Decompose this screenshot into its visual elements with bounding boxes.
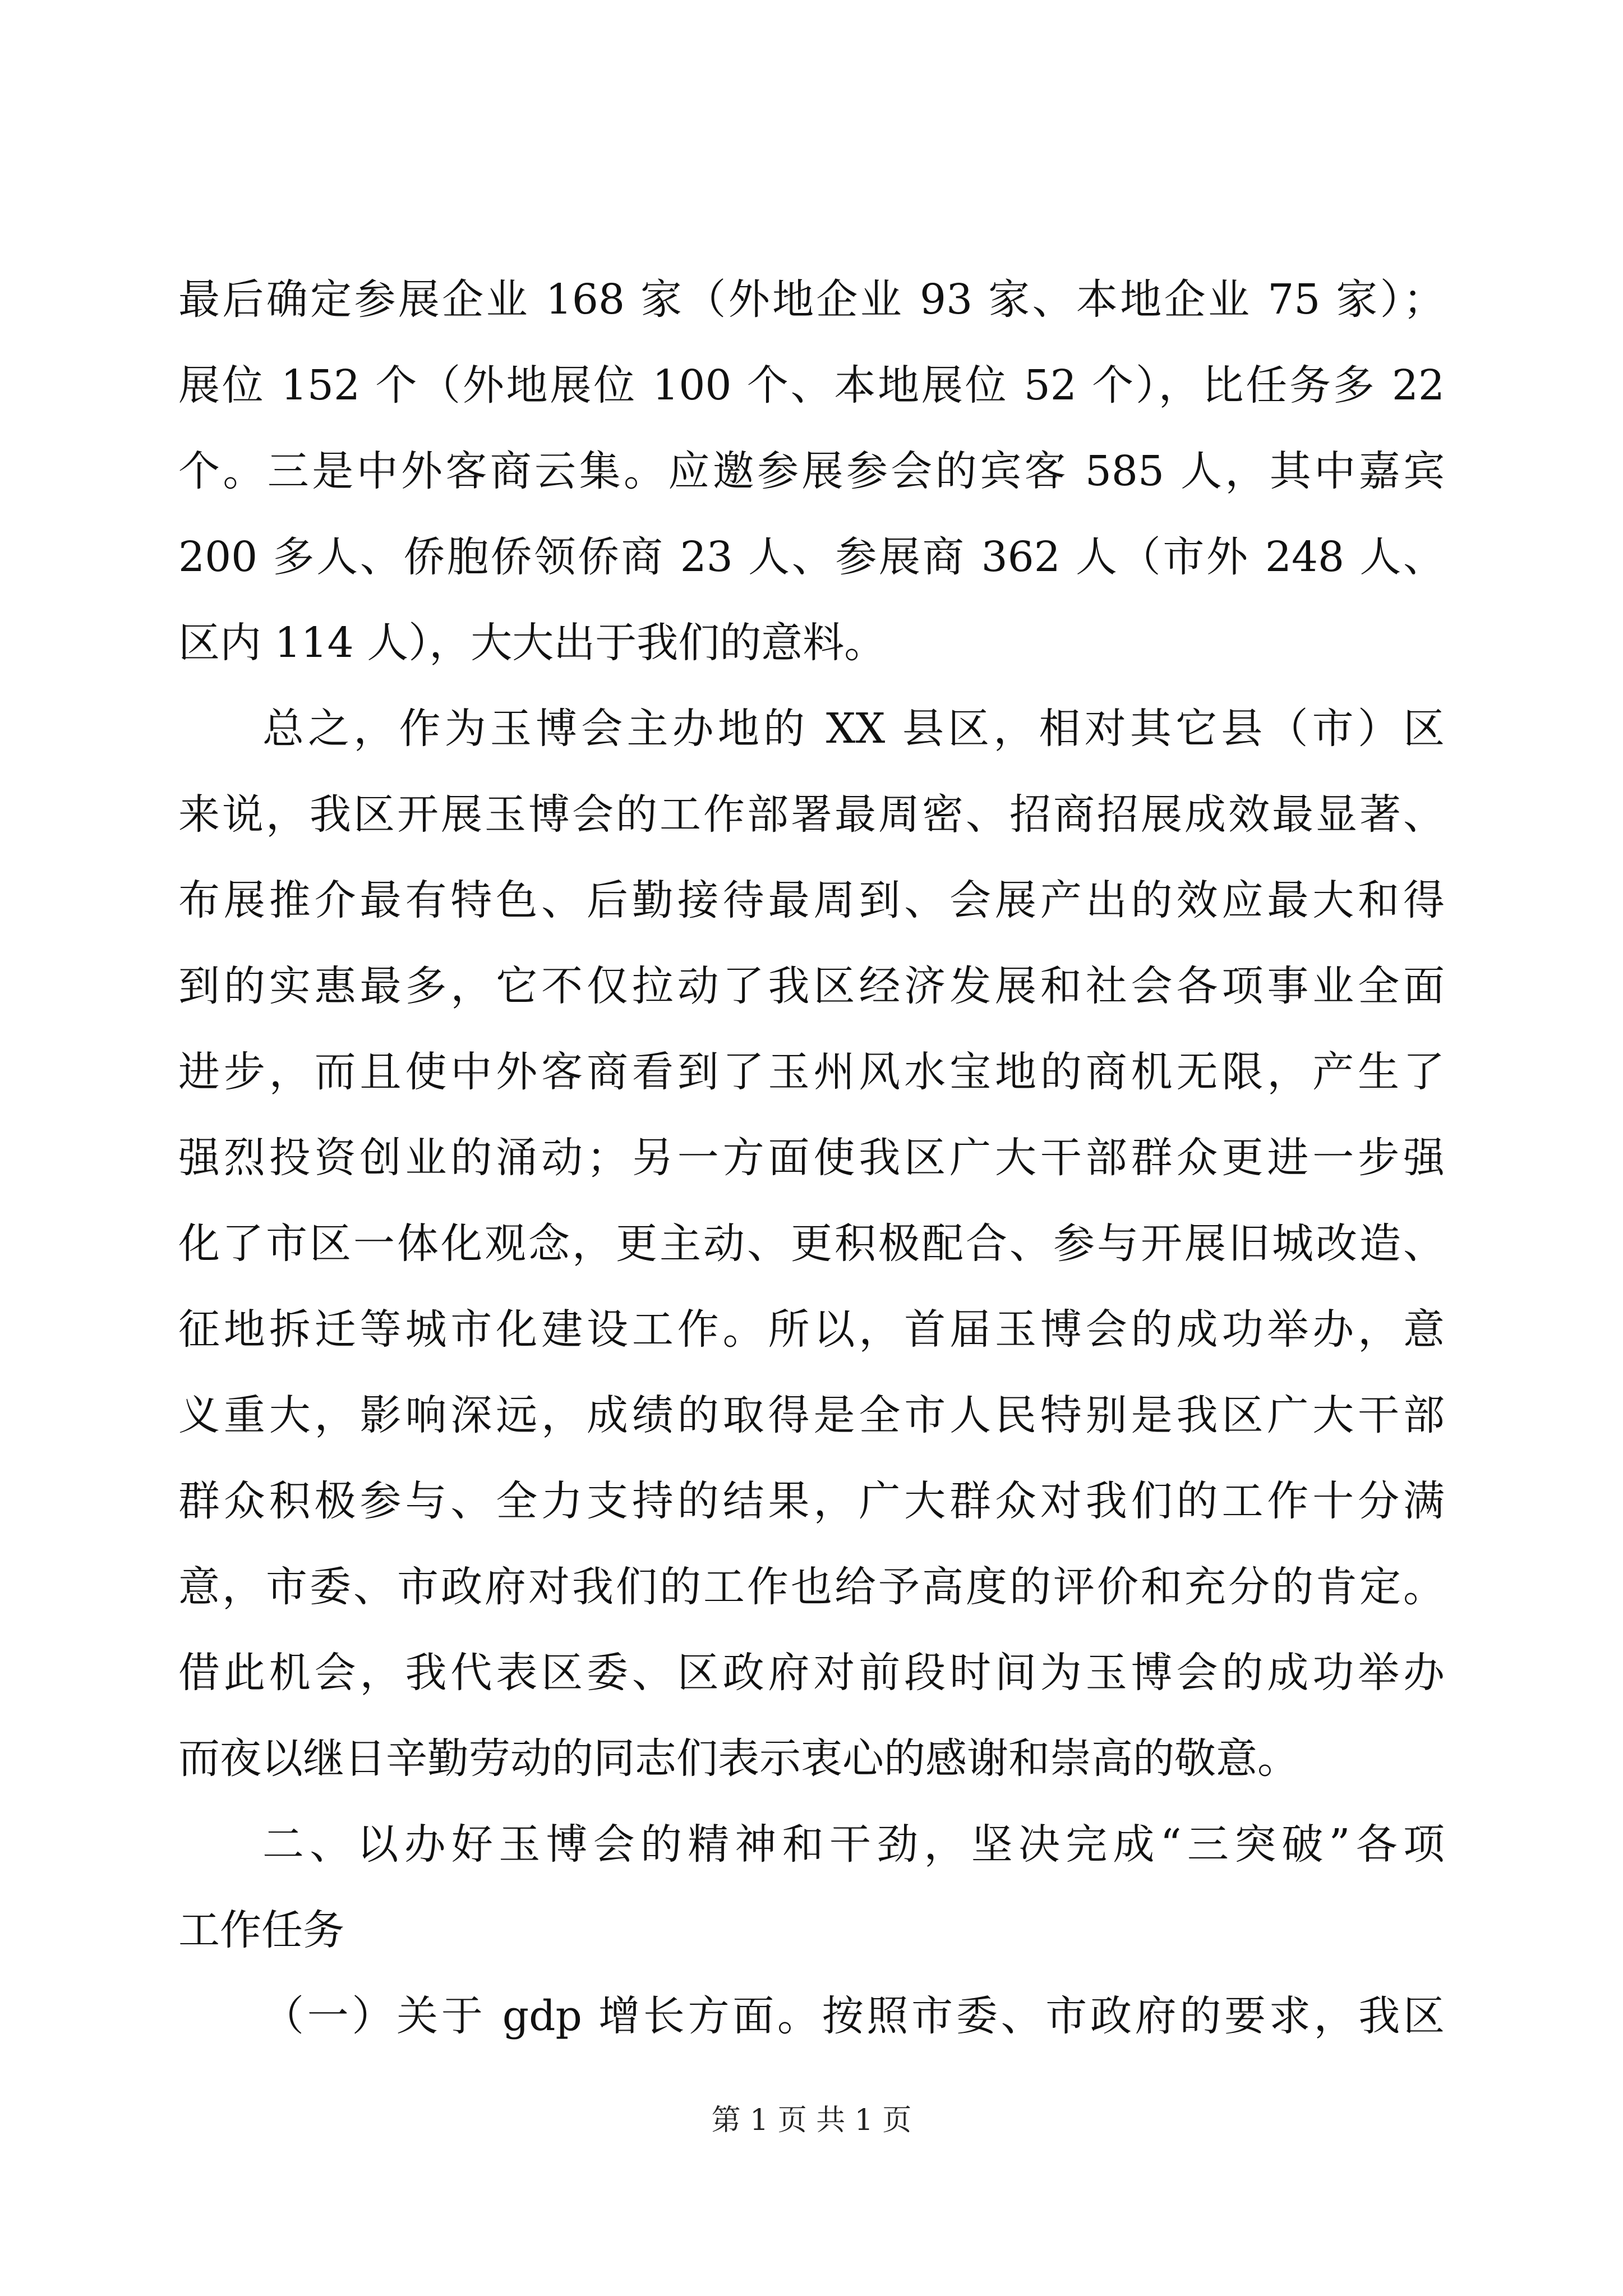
text-line: 区内 114 人），大大出于我们的意料。 [178, 619, 886, 667]
text-line: 到的实惠最多，它不仅拉动了我区经济发展和社会各项事业全面 [178, 962, 1445, 1010]
text-line: 进步，而且使中外客商看到了玉州风水宝地的商机无限，产生了 [178, 1048, 1445, 1096]
text-line: 展位 152 个（外地展位 100 个、本地展位 52 个），比任务多 22 [178, 361, 1445, 409]
subsection-heading-line: （一）关于 gdp 增长方面。按照市委、市政府的要求，我区 [262, 1992, 1445, 2040]
text-line: 布展推介最有特色、后勤接待最周到、会展产出的效应最大和得 [178, 876, 1445, 924]
text-line: 个。三是中外客商云集。应邀参展参会的宾客 585 人，其中嘉宾 [178, 447, 1445, 495]
section-heading-line: 二、以办好玉博会的精神和干劲，坚决完成“三突破”各项 [262, 1820, 1445, 1869]
document-body [178, 257, 1445, 2059]
text-line: 意，市委、市政府对我们的工作也给予高度的评价和充分的肯定。 [178, 1563, 1445, 1611]
paragraph-first-line: 总之，作为玉博会主办地的 XX 县区，相对其它县（市）区 [262, 705, 1445, 753]
text-line: 群众积极参与、全力支持的结果，广大群众对我们的工作十分满 [178, 1477, 1445, 1525]
text-line: 强烈投资创业的涌动；另一方面使我区广大干部群众更进一步强 [178, 1134, 1445, 1182]
text-line: 化了市区一体化观念，更主动、更积极配合、参与开展旧城改造、 [178, 1220, 1445, 1268]
text-line: 征地拆迁等城市化建设工作。所以，首届玉博会的成功举办，意 [178, 1305, 1445, 1354]
section-heading-line: 工作任务 [178, 1906, 344, 1954]
text-line: 最后确定参展企业 168 家（外地企业 93 家、本地企业 75 家）； [178, 275, 1445, 324]
text-line: 借此机会，我代表区委、区政府对前段时间为玉博会的成功举办 [178, 1649, 1445, 1697]
text-line: 义重大，影响深远，成绩的取得是全市人民特别是我区广大干部 [178, 1391, 1445, 1439]
page-number-footer: 第 1 页 共 1 页 [711, 2104, 912, 2137]
text-line: 来说，我区开展玉博会的工作部署最周密、招商招展成效最显著、 [178, 790, 1445, 839]
text-line: 而夜以继日辛勤劳动的同志们表示衷心的感谢和崇高的敬意。 [178, 1734, 1299, 1783]
text-line: 200 多人、侨胞侨领侨商 23 人、参展商 362 人（市外 248 人、 [178, 533, 1445, 581]
